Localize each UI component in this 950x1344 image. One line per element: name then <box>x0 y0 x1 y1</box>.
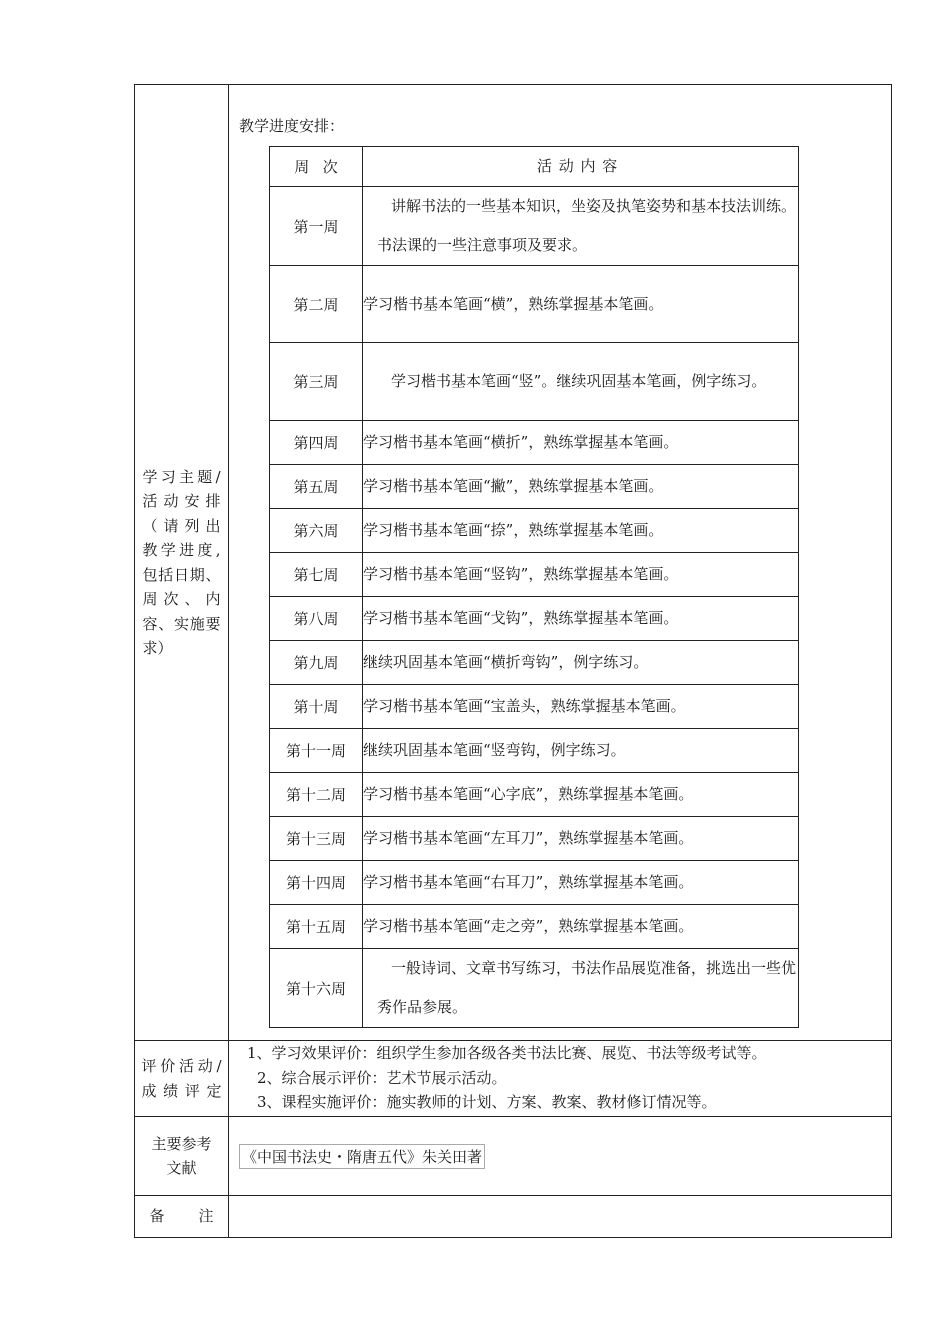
week-cell: 第十六周 <box>270 949 363 1028</box>
table-row <box>270 343 799 421</box>
content-cell: 学习楷书基本笔画“宝盖头，熟练掌握基本笔画。 <box>363 685 799 729</box>
week-cell: 第九周 <box>270 641 363 685</box>
content-cell: 一般诗词、文章书写练习，书法作品展览准备，挑选出一些优秀作品参展。 <box>363 949 799 1028</box>
week-cell: 第一周 <box>270 187 363 266</box>
week-cell: 第十四周 <box>270 861 363 905</box>
content-cell: 学习楷书基本笔画“左耳刀”，熟练掌握基本笔画。 <box>363 817 799 861</box>
content-cell: 继续巩固基本笔画“竖弯钩，例字练习。 <box>363 729 799 773</box>
table-row <box>270 817 799 861</box>
course-plan-form <box>134 84 892 1238</box>
table-row <box>270 597 799 641</box>
week-cell: 第二周 <box>270 266 363 343</box>
header-content: 活动内容 <box>363 147 799 187</box>
table-row <box>270 905 799 949</box>
content-cell: 学习楷书基本笔画“撇”，熟练掌握基本笔画。 <box>363 465 799 509</box>
evaluation-item: 3、课程实施评价：施实教师的计划、方案、教案、教材修订情况等。 <box>257 1093 717 1111</box>
week-cell: 第十一周 <box>270 729 363 773</box>
remarks-label <box>150 1204 214 1229</box>
week-cell: 第十二周 <box>270 773 363 817</box>
content-cell: 学习楷书基本笔画“竖钩”，熟练掌握基本笔画。 <box>363 553 799 597</box>
content-cell: 继续巩固基本笔画“横折弯钩”，例字练习。 <box>363 641 799 685</box>
week-cell: 第八周 <box>270 597 363 641</box>
plan-label-line: 学习主题/ <box>142 467 221 486</box>
table-row <box>270 861 799 905</box>
references-row <box>135 1116 891 1195</box>
plan-label-line: 求） <box>142 639 173 657</box>
content-cell: 学习楷书基本笔画“心字底”，熟练掌握基本笔画。 <box>363 773 799 817</box>
plan-label-line: （请列出 <box>142 516 221 535</box>
table-row <box>270 949 799 1028</box>
plan-label-line: 活动安排 <box>142 492 221 510</box>
content-cell: 学习楷书基本笔画“右耳刀”，熟练掌握基本笔画。 <box>363 861 799 905</box>
content-cell: 学习楷书基本笔画“竖”。继续巩固基本笔画，例字练习。 <box>363 343 799 421</box>
week-cell: 第十周 <box>270 685 363 729</box>
table-row <box>270 266 799 343</box>
table-row <box>270 773 799 817</box>
evaluation-item: 2、综合展示评价：艺术节展示活动。 <box>257 1069 507 1087</box>
evaluation-label <box>142 1054 222 1103</box>
plan-content-cell <box>229 85 891 1040</box>
references-label-line: 主要参考 <box>151 1134 212 1153</box>
week-cell: 第四周 <box>270 421 363 465</box>
remarks-label-text: 备注 <box>149 1207 214 1226</box>
content-cell: 学习楷书基本笔画“横折”，熟练掌握基本笔画。 <box>363 421 799 465</box>
remarks-label-cell <box>135 1196 229 1237</box>
references-label-line: 文献 <box>166 1159 197 1177</box>
header-week: 周次 <box>270 147 363 187</box>
evaluation-label-line: 成绩评定 <box>141 1081 222 1100</box>
week-cell: 第五周 <box>270 465 363 509</box>
plan-label <box>143 465 221 661</box>
remarks-row <box>135 1195 891 1237</box>
evaluation-label-cell <box>135 1041 229 1116</box>
week-cell: 第六周 <box>270 509 363 553</box>
table-row <box>270 465 799 509</box>
schedule-table <box>269 146 799 1028</box>
plan-label-cell <box>135 85 229 1040</box>
table-row <box>270 641 799 685</box>
table-row <box>270 553 799 597</box>
content-cell: 学习楷书基本笔画“戈钩”，熟练掌握基本笔画。 <box>363 597 799 641</box>
plan-label-line: 教学进度, <box>142 541 221 559</box>
evaluation-row <box>135 1040 891 1116</box>
content-cell: 学习楷书基本笔画“捺”，熟练掌握基本笔画。 <box>363 509 799 553</box>
week-cell: 第十三周 <box>270 817 363 861</box>
reference-item: 《中国书法史・隋唐五代》朱关田著 <box>239 1144 485 1169</box>
plan-label-line: 包括日期、 <box>142 565 221 584</box>
evaluation-item: 1、学习效果评价：组织学生参加各级各类书法比赛、展览、书法等级考试等。 <box>247 1044 767 1062</box>
remarks-content-cell <box>229 1196 891 1237</box>
plan-label-line: 周次、内 <box>142 590 221 608</box>
table-row <box>270 729 799 773</box>
week-cell: 第三周 <box>270 343 363 421</box>
schedule-header-row <box>270 147 799 187</box>
table-row <box>270 187 799 266</box>
content-cell: 学习楷书基本笔画“走之旁”，熟练掌握基本笔画。 <box>363 905 799 949</box>
week-cell: 第十五周 <box>270 905 363 949</box>
table-row <box>270 509 799 553</box>
references-content-cell <box>229 1117 891 1195</box>
table-row <box>270 421 799 465</box>
evaluation-label-line: 评价活动/ <box>141 1057 222 1075</box>
references-label <box>143 1132 219 1181</box>
references-label-cell <box>135 1117 229 1195</box>
evaluation-content-cell <box>229 1041 891 1116</box>
schedule-title: 教学进度安排： <box>239 117 345 135</box>
week-cell: 第七周 <box>270 553 363 597</box>
plan-row <box>135 85 891 1040</box>
table-row <box>270 685 799 729</box>
content-cell: 讲解书法的一些基本知识，坐姿及执笔姿势和基本技法训练。书法课的一些注意事项及要求。 <box>363 187 799 266</box>
content-cell: 学习楷书基本笔画“横”，熟练掌握基本笔画。 <box>363 266 799 343</box>
plan-label-line: 容、实施要 <box>142 614 221 633</box>
